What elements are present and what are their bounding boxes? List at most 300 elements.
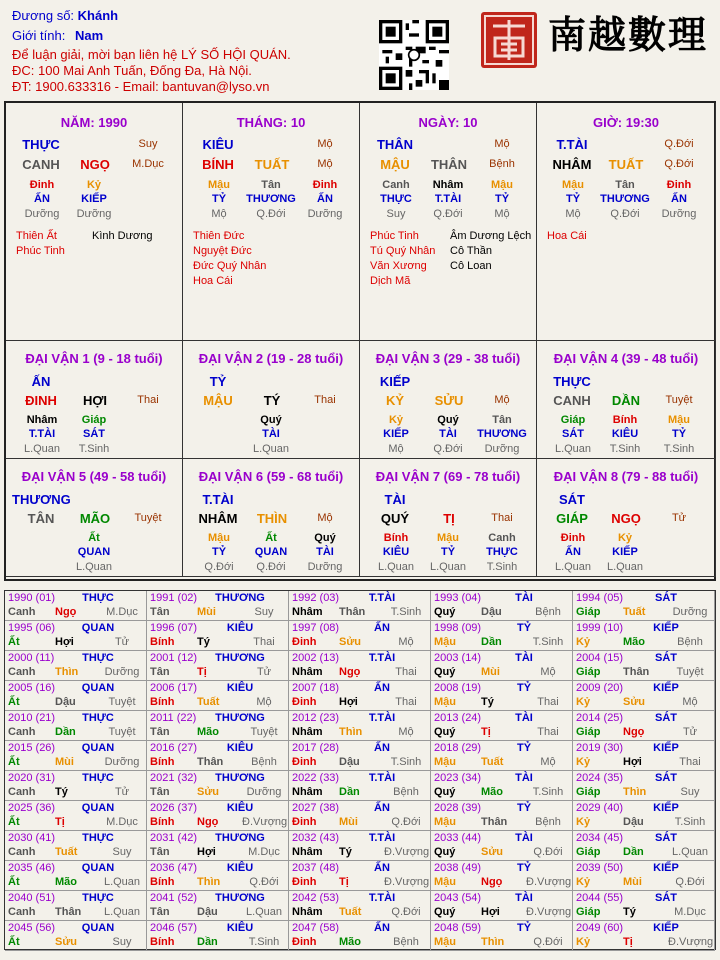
year-label: 2014 (25) bbox=[576, 712, 624, 724]
year-stem: Tân bbox=[150, 906, 170, 918]
dai-van-stem: TÂN bbox=[27, 511, 55, 526]
hidden-phase: L.Quan bbox=[23, 443, 61, 455]
year-label: 1995 (06) bbox=[8, 622, 56, 634]
year-cell bbox=[573, 921, 715, 951]
hidden-stem: Bính bbox=[612, 414, 638, 426]
year-branch: Tý bbox=[481, 696, 494, 708]
year-stem: Mậu bbox=[434, 756, 456, 768]
year-stem: Giáp bbox=[576, 666, 601, 678]
year-label: 2009 (20) bbox=[576, 682, 624, 694]
dai-van-cell bbox=[183, 459, 360, 577]
hidden-god: KIẾP bbox=[81, 193, 107, 205]
year-branch: Ngọ bbox=[197, 816, 219, 828]
year-god: ẤN bbox=[374, 742, 390, 754]
heavenly-stem: NHÂM bbox=[552, 157, 592, 172]
dai-van-title: ĐẠI VẬN 2 (19 - 28 tuổi) bbox=[198, 351, 344, 366]
year-phase: Thai bbox=[395, 666, 417, 678]
year-label: 2021 (32) bbox=[150, 772, 198, 784]
hidden-god: ẤN bbox=[317, 193, 333, 205]
year-cell bbox=[147, 891, 289, 921]
year-god: T.TÀI bbox=[368, 892, 396, 904]
year-label: 2026 (37) bbox=[150, 802, 198, 814]
year-stem: Quý bbox=[434, 906, 456, 918]
year-stem: Giáp bbox=[576, 846, 601, 858]
year-god: KIẾP bbox=[653, 922, 679, 934]
year-god: TÀI bbox=[515, 832, 533, 844]
year-label: 2002 (13) bbox=[292, 652, 340, 664]
hidden-stem: Tân bbox=[261, 179, 281, 191]
top-star: KIÊU bbox=[202, 137, 234, 152]
hidden-phase: L.Quan bbox=[429, 561, 467, 573]
year-god: SÁT bbox=[655, 772, 677, 784]
year-branch: Tuất bbox=[481, 756, 504, 768]
year-god: TỶ bbox=[516, 682, 532, 694]
year-label: 2041 (52) bbox=[150, 892, 198, 904]
qr-code-icon[interactable] bbox=[379, 20, 449, 90]
year-cell bbox=[431, 621, 573, 651]
hidden-phase: Q.Đới bbox=[433, 443, 463, 455]
year-label: 2031 (42) bbox=[150, 832, 198, 844]
year-cell bbox=[431, 921, 573, 951]
year-branch: Ngọ bbox=[623, 726, 645, 738]
year-god: T.TÀI bbox=[368, 832, 396, 844]
year-cell bbox=[289, 591, 431, 621]
year-cell bbox=[5, 591, 147, 621]
year-cell bbox=[5, 711, 147, 741]
hidden-phase: T.Sinh bbox=[609, 443, 641, 455]
year-god: KIẾP bbox=[653, 682, 679, 694]
year-label: 2023 (34) bbox=[434, 772, 482, 784]
year-branch: Thân bbox=[623, 666, 650, 678]
dai-van-cell bbox=[537, 459, 716, 577]
year-stem: Đinh bbox=[292, 756, 317, 768]
year-branch: Tị bbox=[481, 726, 491, 738]
year-label: 2034 (45) bbox=[576, 832, 624, 844]
year-cell bbox=[5, 831, 147, 861]
special-star: Hoa Cái bbox=[193, 275, 233, 287]
year-cell bbox=[289, 921, 431, 951]
year-branch: Dần bbox=[339, 786, 360, 798]
year-stem: Canh bbox=[8, 606, 36, 618]
dai-van-cell bbox=[537, 341, 716, 459]
year-god: QUAN bbox=[81, 622, 115, 634]
year-branch: Dậu bbox=[55, 696, 76, 708]
year-cell bbox=[573, 831, 715, 861]
year-cell bbox=[573, 741, 715, 771]
year-label: 2003 (14) bbox=[434, 652, 482, 664]
year-branch: Thân bbox=[55, 906, 82, 918]
special-star: Phúc Tinh bbox=[370, 230, 419, 242]
hidden-stem: Ất bbox=[88, 532, 100, 544]
year-god: SÁT bbox=[655, 652, 677, 664]
year-branch: Tị bbox=[197, 666, 207, 678]
year-label: 2028 (39) bbox=[434, 802, 482, 814]
year-stem: Ất bbox=[8, 696, 20, 708]
year-cell bbox=[573, 591, 715, 621]
year-stem: Kỷ bbox=[576, 636, 591, 648]
year-phase: Thai bbox=[253, 636, 275, 648]
year-cell bbox=[431, 801, 573, 831]
year-cell bbox=[573, 651, 715, 681]
year-label: 2012 (23) bbox=[292, 712, 340, 724]
hidden-god: TỶ bbox=[494, 193, 510, 205]
contact-line: Để luận giải, mời bạn liên hệ LÝ SỐ HỘI QUÁN. bbox=[12, 47, 291, 62]
year-god: KIÊU bbox=[226, 682, 254, 694]
dai-van-stem: KỶ bbox=[385, 393, 405, 408]
hidden-phase: Dưỡng bbox=[661, 208, 697, 220]
year-phase: M.Dục bbox=[248, 846, 280, 858]
year-phase: Mộ bbox=[256, 696, 272, 708]
hidden-god: ẤN bbox=[34, 193, 50, 205]
year-label: 1991 (02) bbox=[150, 592, 198, 604]
year-cell bbox=[5, 681, 147, 711]
year-god: THỰC bbox=[82, 892, 114, 904]
hidden-stem: Giáp bbox=[81, 414, 107, 426]
year-cell bbox=[147, 741, 289, 771]
year-god: ẤN bbox=[374, 922, 390, 934]
year-branch: Thìn bbox=[197, 876, 221, 888]
year-god: THỰC bbox=[82, 712, 114, 724]
year-branch: Tị bbox=[623, 936, 633, 948]
year-branch: Sửu bbox=[481, 846, 504, 858]
dai-van-stem: CANH bbox=[553, 393, 591, 408]
year-label: 2018 (29) bbox=[434, 742, 482, 754]
year-branch: Tị bbox=[55, 816, 65, 828]
year-god: T.TÀI bbox=[368, 712, 396, 724]
hidden-phase: Dưỡng bbox=[24, 208, 60, 220]
dai-van-stem: QUÝ bbox=[380, 511, 410, 526]
year-phase: Tuyệt bbox=[676, 666, 704, 678]
year-stem: Đinh bbox=[292, 936, 317, 948]
year-god: TỶ bbox=[516, 922, 532, 934]
year-stem: Quý bbox=[434, 666, 456, 678]
heavenly-stem: BÍNH bbox=[202, 157, 234, 172]
pillar-cell bbox=[183, 103, 360, 341]
year-phase: Bệnh bbox=[393, 936, 419, 948]
hidden-phase: Q.Đới bbox=[256, 561, 286, 573]
dai-van-cell bbox=[360, 341, 537, 459]
year-god: THƯƠNG bbox=[215, 772, 265, 784]
year-label: 2048 (59) bbox=[434, 922, 482, 934]
hidden-stem: Mậu bbox=[208, 179, 230, 191]
year-stem: Tân bbox=[150, 726, 170, 738]
dai-van-phase: Mộ bbox=[317, 512, 333, 524]
special-star: Thiên Đức bbox=[193, 230, 245, 242]
pillar-cell bbox=[537, 103, 716, 341]
hidden-stem: Canh bbox=[382, 179, 410, 191]
year-stem: Tân bbox=[150, 786, 170, 798]
hidden-stem: Kỷ bbox=[388, 414, 404, 426]
year-label: 2017 (28) bbox=[292, 742, 340, 754]
year-cell bbox=[5, 741, 147, 771]
hidden-stem: Tân bbox=[615, 179, 635, 191]
year-phase: Tuyệt bbox=[108, 696, 136, 708]
dai-van-branch: MÃO bbox=[79, 511, 111, 526]
year-god: T.TÀI bbox=[368, 592, 396, 604]
year-label: 2001 (12) bbox=[150, 652, 198, 664]
hidden-phase: L.Quan bbox=[606, 561, 644, 573]
year-phase: T.Sinh bbox=[674, 816, 706, 828]
year-phase: Thai bbox=[679, 756, 701, 768]
year-label: 2045 (56) bbox=[8, 922, 56, 934]
dai-van-cell bbox=[360, 459, 537, 577]
year-branch: Sửu bbox=[197, 786, 220, 798]
year-label: 2022 (33) bbox=[292, 772, 340, 784]
hidden-stem: Đinh bbox=[29, 179, 55, 191]
year-phase: Suy bbox=[112, 936, 132, 948]
year-phase: L.Quan bbox=[671, 846, 709, 858]
year-cell bbox=[147, 921, 289, 951]
year-phase: T.Sinh bbox=[390, 606, 422, 618]
year-stem: Mậu bbox=[434, 696, 456, 708]
hidden-stem: Đinh bbox=[312, 179, 338, 191]
year-label: 2042 (53) bbox=[292, 892, 340, 904]
year-stem: Nhâm bbox=[292, 906, 323, 918]
hidden-god: T.TÀI bbox=[434, 193, 462, 205]
year-god: SÁT bbox=[655, 892, 677, 904]
year-branch: Dần bbox=[623, 846, 644, 858]
year-label: 2032 (43) bbox=[292, 832, 340, 844]
hidden-stem: Mậu bbox=[562, 179, 584, 191]
dai-van-cell bbox=[6, 341, 183, 459]
dai-van-branch: NGỌ bbox=[611, 511, 641, 526]
year-cell bbox=[573, 891, 715, 921]
hidden-god: QUAN bbox=[77, 546, 111, 558]
year-god: TÀI bbox=[515, 772, 533, 784]
dai-van-title: ĐẠI VẬN 7 (69 - 78 tuổi) bbox=[375, 469, 521, 484]
year-stem: Bính bbox=[150, 636, 175, 648]
year-branch: Tý bbox=[197, 636, 210, 648]
hidden-god: TỶ bbox=[671, 428, 687, 440]
year-cell bbox=[147, 861, 289, 891]
hidden-god: THƯƠNG bbox=[600, 193, 650, 205]
hidden-phase: Dưỡng bbox=[76, 208, 112, 220]
year-cell bbox=[431, 891, 573, 921]
hidden-stem: Mậu bbox=[437, 532, 459, 544]
dai-van-title: ĐẠI VẬN 8 (79 - 88 tuổi) bbox=[553, 469, 699, 484]
year-branch: Mão bbox=[623, 636, 645, 648]
year-cell bbox=[147, 621, 289, 651]
year-phase: Q.Đới bbox=[391, 906, 421, 918]
year-label: 2040 (51) bbox=[8, 892, 56, 904]
hidden-god: SÁT bbox=[83, 428, 105, 440]
dai-van-god: THƯƠNG bbox=[12, 492, 71, 507]
pillar-title: NGÀY: 10 bbox=[418, 115, 478, 130]
year-label: 2011 (22) bbox=[150, 712, 197, 724]
year-phase: Mộ bbox=[682, 696, 698, 708]
year-phase: Thai bbox=[537, 726, 559, 738]
year-god: THỰC bbox=[82, 652, 114, 664]
hidden-phase: L.Quan bbox=[377, 561, 415, 573]
year-god: KIẾP bbox=[653, 802, 679, 814]
year-branch: Hợi bbox=[481, 906, 500, 918]
top-star-phase: Suy bbox=[138, 138, 158, 150]
year-label: 2019 (30) bbox=[576, 742, 624, 754]
special-star: Tú Quý Nhân bbox=[370, 245, 436, 257]
year-phase: M.Dục bbox=[674, 906, 706, 918]
year-stem: Tân bbox=[150, 606, 170, 618]
year-cell bbox=[147, 831, 289, 861]
year-phase: T.Sinh bbox=[532, 786, 564, 798]
year-branch: Thìn bbox=[55, 666, 79, 678]
year-stem: Kỷ bbox=[576, 816, 591, 828]
year-phase: L.Quan bbox=[245, 906, 283, 918]
year-phase: L.Quan bbox=[103, 876, 141, 888]
year-god: TỶ bbox=[516, 742, 532, 754]
year-god: THƯƠNG bbox=[215, 832, 265, 844]
year-cell bbox=[147, 591, 289, 621]
year-cell bbox=[431, 711, 573, 741]
year-cell bbox=[5, 891, 147, 921]
hidden-phase: Dưỡng bbox=[484, 443, 520, 455]
hidden-god: THƯƠNG bbox=[477, 428, 527, 440]
hidden-phase: Mộ bbox=[211, 208, 227, 220]
hidden-god: ẤN bbox=[565, 546, 581, 558]
year-cell bbox=[573, 771, 715, 801]
hidden-stem: Quý bbox=[314, 532, 336, 544]
year-god: TÀI bbox=[515, 652, 533, 664]
year-table bbox=[4, 590, 716, 950]
hidden-god: SÁT bbox=[562, 428, 584, 440]
pillar-cell bbox=[360, 103, 537, 341]
year-label: 2046 (57) bbox=[150, 922, 198, 934]
year-phase: M.Dục bbox=[106, 606, 138, 618]
year-label: 2025 (36) bbox=[8, 802, 56, 814]
hidden-god: KIÊU bbox=[382, 546, 410, 558]
year-branch: Sửu bbox=[339, 636, 362, 648]
year-stem: Ất bbox=[8, 756, 20, 768]
year-phase: Suy bbox=[680, 786, 700, 798]
year-god: SÁT bbox=[655, 712, 677, 724]
year-stem: Giáp bbox=[576, 606, 601, 618]
hidden-phase: Mộ bbox=[388, 443, 404, 455]
gender-line: Giới tính: Nam bbox=[12, 28, 104, 43]
year-god: KIẾP bbox=[653, 742, 679, 754]
year-phase: Suy bbox=[112, 846, 132, 858]
year-phase: Tuyệt bbox=[250, 726, 278, 738]
year-phase: Tử bbox=[114, 636, 130, 648]
top-star-phase: Q.Đới bbox=[664, 138, 694, 150]
year-label: 2030 (41) bbox=[8, 832, 56, 844]
dai-van-god: T.TÀI bbox=[202, 492, 234, 507]
year-branch: Thân bbox=[481, 816, 508, 828]
year-label: 2043 (54) bbox=[434, 892, 482, 904]
year-phase: Bệnh bbox=[535, 816, 561, 828]
year-phase: T.Sinh bbox=[532, 636, 564, 648]
year-god: KIÊU bbox=[226, 802, 254, 814]
earthly-branch: TUẤT bbox=[254, 157, 290, 172]
year-stem: Mậu bbox=[434, 636, 456, 648]
dai-van-phase: Thai bbox=[314, 394, 336, 406]
year-label: 1990 (01) bbox=[8, 592, 56, 604]
year-cell bbox=[289, 801, 431, 831]
dai-van-phase: Thai bbox=[491, 512, 513, 524]
year-cell bbox=[5, 651, 147, 681]
year-stem: Quý bbox=[434, 846, 456, 858]
hidden-god: T.TÀI bbox=[28, 428, 56, 440]
year-branch: Mão bbox=[481, 786, 503, 798]
year-stem: Nhâm bbox=[292, 726, 323, 738]
heavenly-stem: CANH bbox=[22, 157, 60, 172]
special-star: Cô Thần bbox=[450, 245, 492, 257]
year-phase: Dưỡng bbox=[246, 786, 282, 798]
year-label: 2044 (55) bbox=[576, 892, 624, 904]
year-phase: Q.Đới bbox=[533, 936, 563, 948]
year-branch: Dần bbox=[55, 726, 76, 738]
dai-van-phase: Tử bbox=[671, 512, 687, 524]
year-branch: Mão bbox=[55, 876, 77, 888]
hidden-stem: Tân bbox=[492, 414, 512, 426]
year-cell bbox=[147, 681, 289, 711]
year-branch: Dậu bbox=[623, 816, 644, 828]
year-branch: Thân bbox=[197, 756, 224, 768]
year-label: 2035 (46) bbox=[8, 862, 56, 874]
year-label: 2027 (38) bbox=[292, 802, 340, 814]
hidden-stem: Ất bbox=[265, 532, 277, 544]
year-cell bbox=[147, 651, 289, 681]
year-label: 2007 (18) bbox=[292, 682, 340, 694]
header bbox=[0, 0, 720, 100]
year-branch: Thìn bbox=[623, 786, 647, 798]
year-phase: Đ.Vượng bbox=[668, 936, 714, 948]
dai-van-stem: ĐINH bbox=[25, 393, 57, 408]
year-stem: Bính bbox=[150, 816, 175, 828]
dai-van-title: ĐẠI VẬN 5 (49 - 58 tuổi) bbox=[21, 469, 167, 484]
year-stem: Mậu bbox=[434, 936, 456, 948]
year-branch: Sửu bbox=[623, 696, 646, 708]
year-god: ẤN bbox=[374, 622, 390, 634]
top-star: THỰC bbox=[22, 137, 60, 152]
heavenly-stem: MẬU bbox=[380, 157, 410, 172]
hidden-god: TÀI bbox=[262, 428, 280, 440]
year-branch: Dần bbox=[481, 636, 502, 648]
year-branch: Hợi bbox=[339, 696, 358, 708]
year-branch: Tuất bbox=[623, 606, 646, 618]
year-god: KIÊU bbox=[226, 862, 254, 874]
year-god: SÁT bbox=[655, 592, 677, 604]
year-branch: Tuất bbox=[55, 846, 78, 858]
year-cell bbox=[289, 771, 431, 801]
year-stem: Nhâm bbox=[292, 666, 323, 678]
year-phase: T.Sinh bbox=[248, 936, 280, 948]
year-god: TÀI bbox=[515, 592, 533, 604]
dai-van-title: ĐẠI VẬN 6 (59 - 68 tuổi) bbox=[198, 469, 344, 484]
year-phase: Mộ bbox=[540, 756, 556, 768]
year-stem: Đinh bbox=[292, 636, 317, 648]
dai-van-stem: GIÁP bbox=[556, 511, 588, 526]
dai-van-god: TÀI bbox=[384, 492, 406, 507]
year-label: 1998 (09) bbox=[434, 622, 482, 634]
year-cell bbox=[289, 711, 431, 741]
hidden-god: TỶ bbox=[565, 193, 581, 205]
year-cell bbox=[5, 621, 147, 651]
year-god: ẤN bbox=[374, 682, 390, 694]
year-phase: Dưỡng bbox=[104, 756, 140, 768]
hidden-stem: Mậu bbox=[668, 414, 690, 426]
address-line: ĐC: 100 Mai Anh Tuấn, Đống Đa, Hà Nội. bbox=[12, 63, 252, 78]
year-label: 2020 (31) bbox=[8, 772, 56, 784]
year-phase: Mộ bbox=[398, 726, 414, 738]
year-stem: Tân bbox=[150, 666, 170, 678]
year-branch: Mão bbox=[197, 726, 219, 738]
year-branch: Mùi bbox=[55, 756, 74, 768]
year-cell bbox=[147, 801, 289, 831]
year-cell bbox=[147, 771, 289, 801]
year-stem: Ất bbox=[8, 936, 20, 948]
year-cell bbox=[573, 861, 715, 891]
year-phase: L.Quan bbox=[103, 906, 141, 918]
year-stem: Bính bbox=[150, 696, 175, 708]
